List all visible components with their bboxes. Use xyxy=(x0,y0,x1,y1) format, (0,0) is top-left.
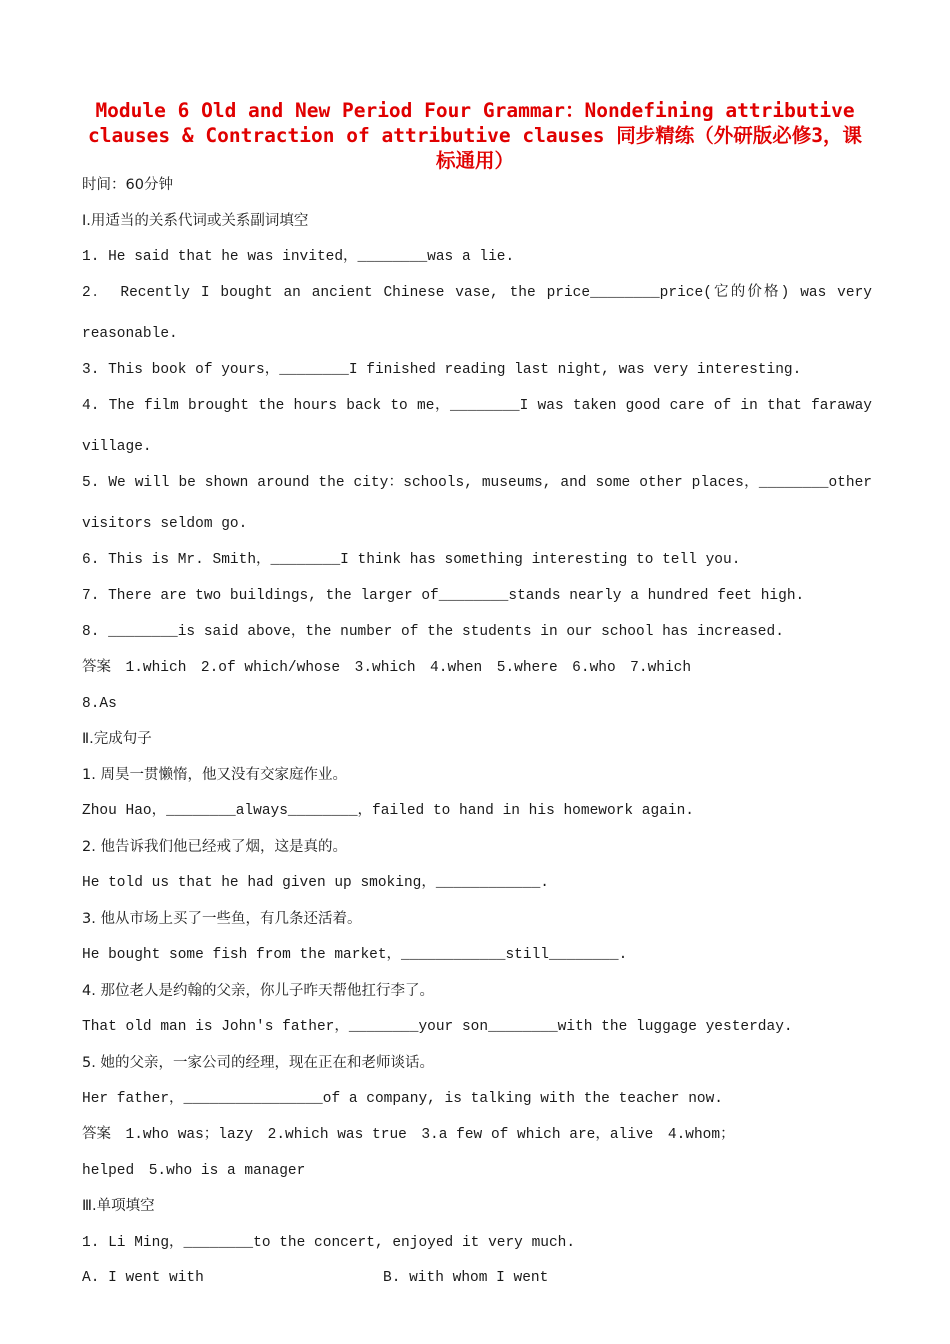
s2-question-1-chinese: 1. 周昊一贯懒惰，他又没有交家庭作业。 xyxy=(82,767,347,783)
s1-question-5: 5. We will be shown around the city：schools, museums, and some other places，________other xyxy=(82,475,872,491)
s2-question-2-english: He told us that he had given up smoking，____________. xyxy=(82,875,549,891)
s2-answer-key: 答案 1.who was；lazy 2.which was true 3.a few of which are，alive 4.whom； xyxy=(82,1127,735,1143)
s1-answer-key-cont: 8.As xyxy=(82,696,117,712)
section-3-heading: Ⅲ.单项填空 xyxy=(82,1198,155,1214)
s1-question-6: 6. This is Mr. Smith，________I think has something interesting to tell you. xyxy=(82,552,741,568)
s1-question-2-cont: reasonable. xyxy=(82,326,178,342)
s2-question-5-chinese: 5. 她的父亲，一家公司的经理，现在正在和老师谈话。 xyxy=(82,1055,434,1071)
s3-question-1: 1. Li Ming，________to the concert, enjoyed it very much. xyxy=(82,1235,576,1251)
s2-question-4-english: That old man is John's father，________your son________with the luggage yesterday. xyxy=(82,1019,793,1035)
s2-question-4-chinese: 4. 那位老人是约翰的父亲，你儿子昨天帮他扛行李了。 xyxy=(82,983,434,999)
title-line-3: 标通用） xyxy=(435,149,514,172)
section-2-heading: Ⅱ.完成句子 xyxy=(82,731,152,747)
s1-question-4: 4. The film brought the hours back to me，________I was taken good care of in that faraway xyxy=(82,398,872,414)
s1-question-2: 2． Recently I bought an ancient Chinese vase, the price________price(它的价格) was very xyxy=(82,285,872,301)
s2-question-3-english: He bought some fish from the market，____________still________. xyxy=(82,947,628,963)
s1-question-1: 1. He said that he was invited，________was a lie. xyxy=(82,249,515,265)
s2-question-5-english: Her father，________________of a company, is talking with the teacher now. xyxy=(82,1091,724,1107)
s3-option-a: A. I went with xyxy=(82,1270,204,1286)
page-title xyxy=(70,98,880,173)
s1-question-7: 7. There are two buildings, the larger of________stands nearly a hundred feet high. xyxy=(82,588,805,604)
s2-question-2-chinese: 2. 他告诉我们他已经戒了烟，这是真的。 xyxy=(82,839,347,855)
title-line-1: Module 6 Old and New Period Four Grammar：Nondefining attributive xyxy=(95,99,855,122)
s2-answer-key-cont: helped 5.who is a manager xyxy=(82,1163,306,1179)
s2-question-1-english: Zhou Hao，________always________，failed to hand in his homework again. xyxy=(82,803,694,819)
s1-question-3: 3. This book of yours，________I finished reading last night, was very interesting. xyxy=(82,362,802,378)
s2-question-3-chinese: 3. 他从市场上买了一些鱼，有几条还活着。 xyxy=(82,911,362,927)
s1-question-8: 8. ________is said above，the number of the students in our school has increased. xyxy=(82,624,784,640)
s3-option-b: B. with whom I went xyxy=(383,1270,549,1286)
s1-answer-key: 答案 1.which 2.of which/whose 3.which 4.when 5.where 6.who 7.which xyxy=(82,660,692,676)
section-1-heading: Ⅰ.用适当的关系代词或关系副词填空 xyxy=(82,213,309,229)
time-limit: 时间：60分钟 xyxy=(82,177,173,193)
s1-question-5-cont: visitors seldom go. xyxy=(82,516,248,532)
s1-question-4-cont: village. xyxy=(82,439,152,455)
title-line-2: clauses & Contraction of attributive clauses 同步精练（外研版必修3，课 xyxy=(87,124,863,147)
